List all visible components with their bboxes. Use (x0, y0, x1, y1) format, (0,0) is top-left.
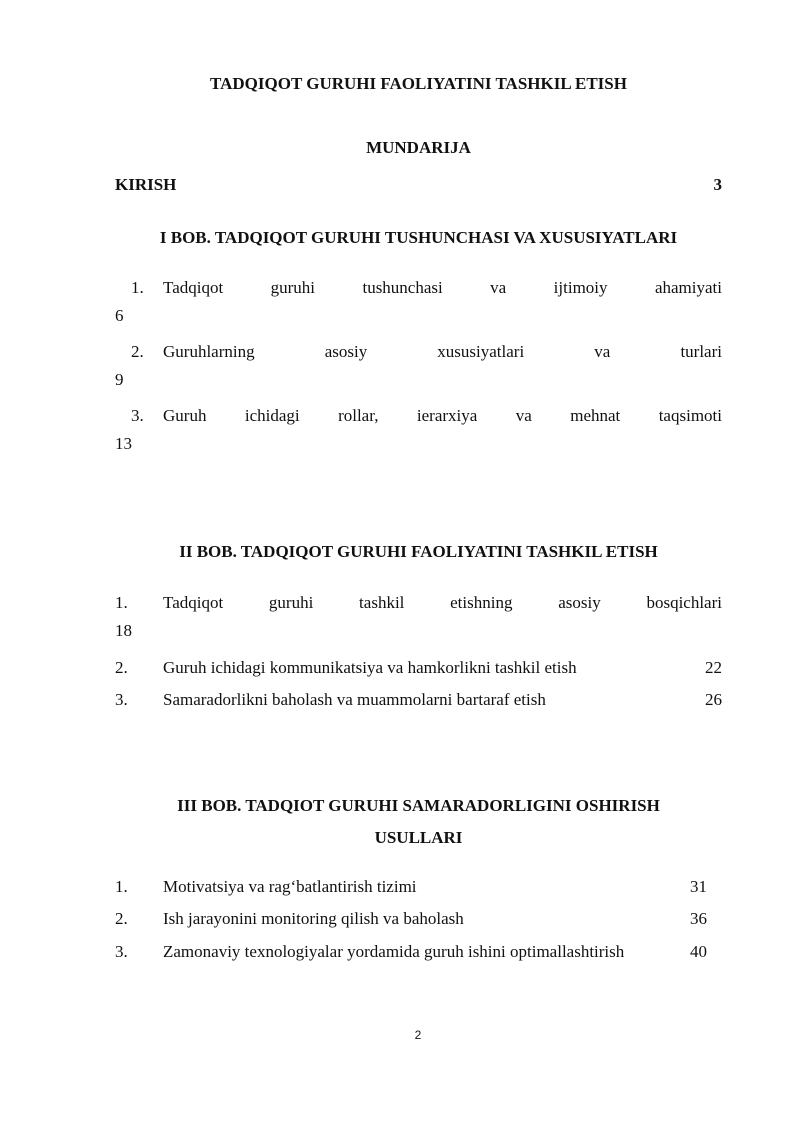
toc-entry-number: 2. (115, 909, 128, 928)
toc-entry-text: Tadqiqot guruhi tushunchasi va ijtimoiy ahamiyati (163, 278, 722, 297)
toc-entry-number: 3. (131, 406, 144, 425)
toc-entry-page: 9 (115, 370, 124, 389)
page-number: 2 (414, 1028, 422, 1042)
toc-entry (115, 400, 722, 453)
toc-entry-page: 6 (115, 306, 124, 325)
toc-entry (115, 336, 722, 389)
chapter-3-title-line-2: USULLARI (374, 828, 463, 847)
toc-entry-number: 3. (115, 690, 128, 709)
toc-title: MUNDARIJA (366, 138, 471, 157)
chapter-1-title: I BOB. TADQIQOT GURUHI TUSHUNCHASI VA XUSUSIYATLARI (159, 228, 678, 247)
toc-entry-page: 22 (705, 658, 722, 677)
toc-entry-text: Guruhlarning asosiy xususiyatlari va turlari (163, 342, 722, 361)
toc-entry-text: Zamonaviy texnologiyalar yordamida guruh ishini optimallashtirish (163, 942, 625, 961)
toc-intro-label: KIRISH (115, 175, 177, 194)
chapter-3-title-line-1: III BOB. TADQIOT GURUHI SAMARADORLIGINI OSHIRISH (177, 796, 660, 815)
toc-entry-page: 18 (115, 621, 132, 640)
toc-intro-entry (115, 174, 722, 196)
toc-entry-text: Guruh ichidagi kommunikatsiya va hamkorlikni tashkil etish (163, 658, 577, 677)
chapter-2-title: II BOB. TADQIQOT GURUHI FAOLIYATINI TASHKIL ETISH (179, 542, 658, 561)
toc-entry-page: 13 (115, 434, 132, 453)
chapter-3-title (115, 790, 722, 854)
toc-entry-number: 1. (115, 877, 128, 896)
toc-entry-number: 2. (131, 342, 144, 361)
toc-entry-number: 3. (115, 942, 128, 961)
toc-entry-text: Ish jarayonini monitoring qilish va baholash (163, 909, 464, 928)
toc-entry-text: Samaradorlikni baholash va muammolarni bartaraf etish (163, 690, 546, 709)
toc-intro-page: 3 (713, 175, 722, 194)
toc-entry-text: Motivatsiya va rag‘batlantirish tizimi (163, 877, 417, 896)
toc-entry-number: 1. (115, 593, 128, 612)
toc-entry-text: Guruh ichidagi rollar, ierarxiya va mehnat taqsimoti (163, 406, 722, 425)
toc-entry (115, 272, 722, 325)
toc-entry-number: 1. (131, 278, 144, 297)
toc-entry (115, 587, 722, 640)
toc-entry-text: Tadqiqot guruhi tashkil etishning asosiy bosqichlari (163, 593, 722, 612)
toc-entry-number: 2. (115, 658, 128, 677)
document-title: TADQIQOT GURUHI FAOLIYATINI TASHKIL ETISH (210, 74, 627, 93)
toc-entry-page: 26 (705, 690, 722, 709)
toc-entry-page: 31 (690, 877, 707, 896)
toc-entry-page: 40 (690, 942, 707, 961)
toc-entry-page: 36 (690, 909, 707, 928)
